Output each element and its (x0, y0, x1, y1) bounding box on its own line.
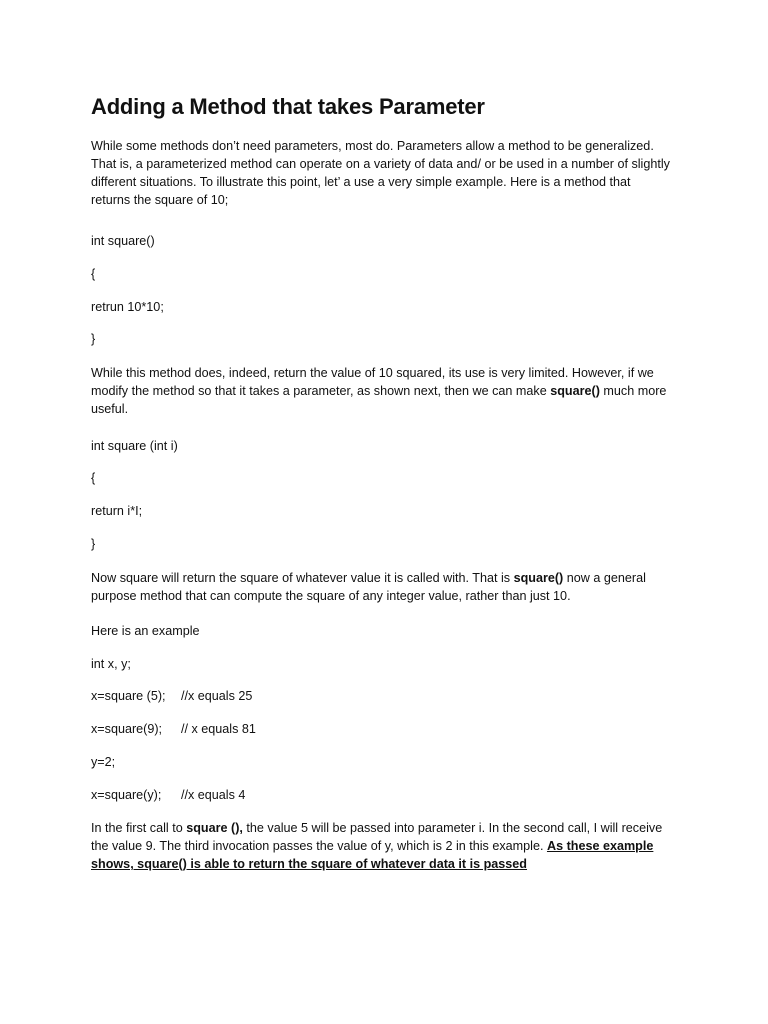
paragraph-4-emphasis: As these example shows, square() is able to return the square of whatever data it is passed (91, 839, 654, 871)
paragraph-2-tail: much more useful. (91, 384, 667, 416)
example-row (91, 687, 252, 705)
example-row (91, 753, 181, 771)
example-row (91, 720, 256, 738)
example-declaration: int x, y; (91, 657, 131, 671)
code2-signature: int square (int i) (91, 439, 178, 453)
intro-paragraph: While some methods don’t need parameters, most do. Parameters allow a method to be generalized. That is, a parameterized method can operate on a variety of data and/ or be used in a number of slightly different situations. To illustrate this point, let’ a use a very simple example. Here is a method that returns the square of 10; (91, 139, 670, 207)
paragraph-3-bold: square() (513, 571, 564, 585)
paragraph-2-text: While this method does, indeed, return the value of 10 squared, its use is very limited. However, if we modify the method so that it takes a parameter, as shown next, then we can make (91, 366, 654, 398)
paragraph-4 (91, 819, 671, 873)
code1-signature: int square() (91, 234, 155, 248)
code2-body: return i*I; (91, 504, 143, 518)
code1-open-brace: { (91, 267, 96, 281)
code2-close-brace: } (91, 537, 96, 551)
code1-close-brace: } (91, 332, 96, 346)
code2-open-brace: { (91, 471, 96, 485)
example-statement: x=square (5); (91, 689, 166, 703)
example-statement: y=2; (91, 755, 116, 769)
page-title: Adding a Method that takes Parameter (91, 94, 485, 119)
example-statement: x=square(9); (91, 722, 163, 736)
example-comment: //x equals 25 (181, 689, 253, 703)
paragraph-4-bold: square (), (186, 821, 243, 835)
paragraph-3-tail: now a general purpose method that can compute the square of any integer value, rather than just 10. (91, 571, 646, 603)
paragraph-4-text-1: In the first call to (91, 821, 187, 835)
paragraph-2-bold: square() (550, 384, 600, 398)
code1-body: retrun 10*10; (91, 300, 164, 314)
paragraph-2 (91, 364, 671, 418)
example-heading: Here is an example (91, 624, 200, 638)
example-comment: //x equals 4 (181, 788, 246, 802)
paragraph-3-text: Now square will return the square of whatever value it is called with. That is (91, 571, 514, 585)
paragraph-4-text-2: the value 5 will be passed into parameter i. In the second call, I will receive the value 9. The third invocation passes the value of y, which is 2 in this example. (91, 821, 663, 853)
example-comment: // x equals 81 (181, 722, 256, 736)
paragraph-3 (91, 569, 671, 605)
example-statement: x=square(y); (91, 788, 162, 802)
example-row (91, 786, 245, 804)
